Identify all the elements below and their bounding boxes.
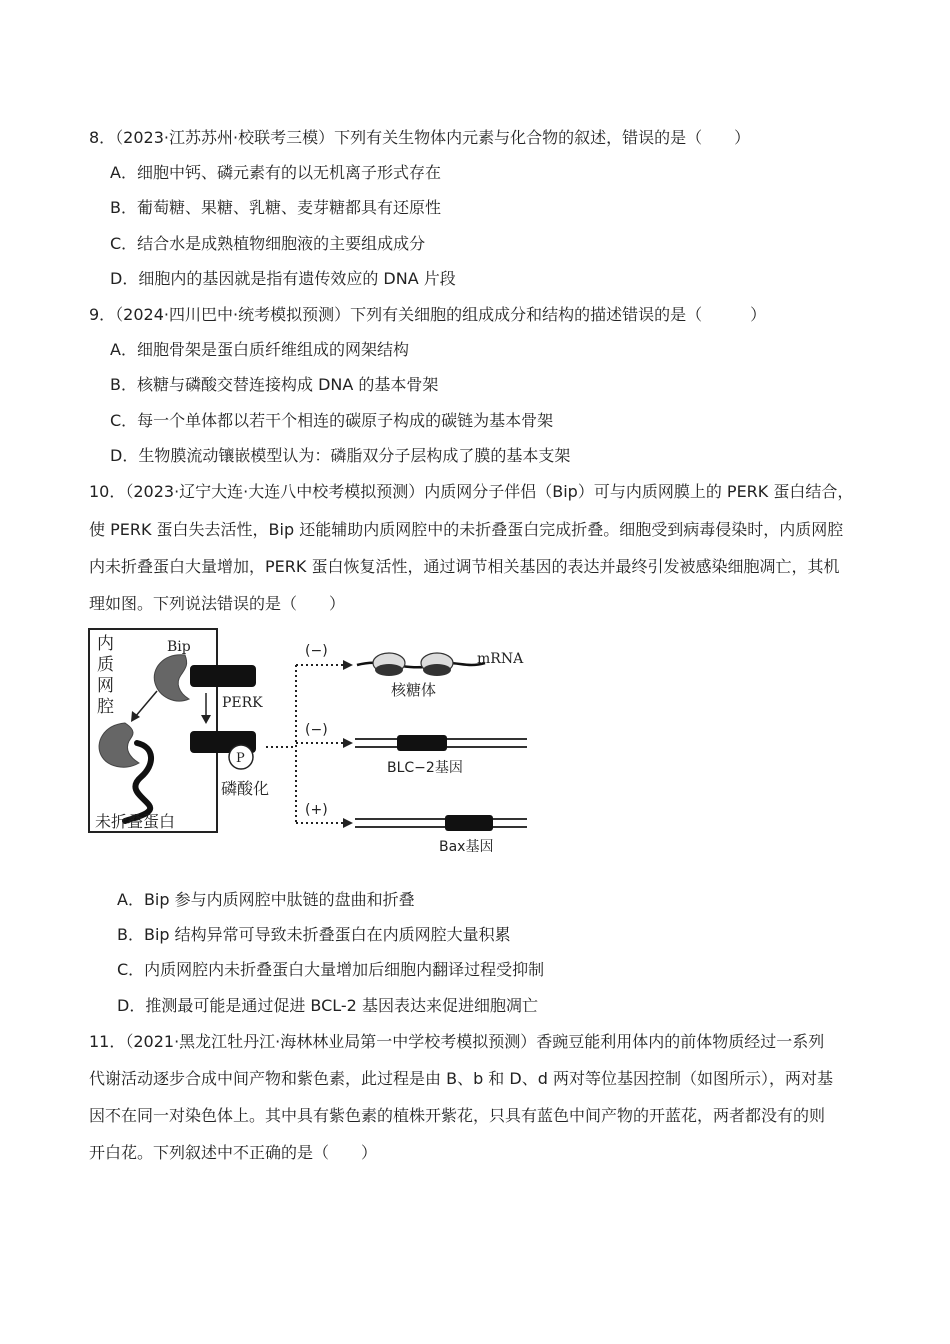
- perk-label: PERK: [222, 695, 263, 711]
- q8-option-b: B．葡萄糖、果糖、乳糖、麦芽糖都具有还原性: [110, 198, 441, 217]
- question-11-stem-line-4: 开白花。下列叙述中不正确的是（ ）: [89, 1143, 378, 1162]
- lumen-label-4: 腔: [97, 697, 114, 717]
- q9-option-c: C．每一个单体都以若干个相连的碳原子构成的碳链为基本骨架: [110, 411, 554, 430]
- q10-option-a: A．Bip 参与内质网腔中肽链的盘曲和折叠: [117, 890, 415, 909]
- question-11-stem-line-3: 因不在同一对染色体上。其中具有紫色素的植株开紫花，只具有蓝色中间产物的开蓝花，两者都没有的则: [89, 1106, 826, 1125]
- lumen-label-1: 内: [97, 634, 114, 654]
- lumen-label-3: 网: [97, 676, 114, 696]
- bip-shape: [154, 655, 189, 701]
- q9-option-d: D．生物膜流动镶嵌模型认为：磷脂双分子层构成了膜的基本支架: [110, 446, 571, 465]
- question-11-stem-line-1: 11．（2021·黑龙江牡丹江·海林林业局第一中学校考模拟预测）香豌豆能利用体内的前体物质经过一系列: [89, 1032, 825, 1051]
- question-9-stem: 9．（2024·四川巴中·统考模拟预测）下列有关细胞的组成成分和结构的描述错误的是（ ）: [89, 305, 767, 324]
- bip-to-protein-arrow: [135, 691, 157, 717]
- bax-gene-label: Bax基因: [439, 839, 494, 855]
- unfolded-protein-label: 未折叠蛋白: [95, 812, 176, 831]
- bip-bound-shape: [99, 723, 139, 767]
- inhibit-label-1: (−): [305, 643, 328, 659]
- question-10-stem-line-1: 10．（2023·辽宁大连·大连八中校考模拟预测）内质网分子伴侣（Bip）可与内质网膜上的 PERK 蛋白结合，: [89, 482, 854, 501]
- question-10-stem-line-2: 使 PERK 蛋白失去活性，Bip 还能辅助内质网腔中的未折叠蛋白完成折叠。细胞受到病毒侵染时，内质网腔: [89, 520, 844, 539]
- q8-option-c: C．结合水是成熟植物细胞液的主要组成成分: [110, 234, 426, 253]
- q9-option-a: A．细胞骨架是蛋白质纤维组成的网架结构: [110, 340, 409, 359]
- q9-option-b: B．核糖与磷酸交替连接构成 DNA 的基本骨架: [110, 375, 439, 394]
- question-10-stem-line-4: 理如图。下列说法错误的是（ ）: [89, 594, 346, 613]
- mrna-label: mRNA: [477, 651, 524, 667]
- ribosome-label: 核糖体: [391, 681, 437, 699]
- question-8-stem: 8．（2023·江苏苏州·校联考三模）下列有关生物体内元素与化合物的叙述，错误的是（ ）: [89, 128, 751, 147]
- phosphate-label: P: [236, 751, 245, 766]
- blc2-gene-label: BLC−2基因: [387, 760, 463, 776]
- blc2-gene-block: [397, 735, 447, 751]
- question-10-stem-line-3: 内未折叠蛋白大量增加，PERK 蛋白恢复活性，通过调节相关基因的表达并最终引发被感染细胞凋亡，其机: [89, 557, 840, 576]
- bip-label: Bip: [167, 639, 191, 655]
- er-stress-mechanism-figure: [85, 625, 535, 860]
- lumen-label-2: 质: [97, 655, 114, 675]
- q10-option-b: B．Bip 结构异常可导致未折叠蛋白在内质网腔大量积累: [117, 925, 511, 944]
- q10-option-d: D．推测最可能是通过促进 BCL-2 基因表达来促进细胞凋亡: [117, 996, 538, 1015]
- q8-option-a: A．细胞中钙、磷元素有的以无机离子形式存在: [110, 163, 441, 182]
- question-11-stem-line-2: 代谢活动逐步合成中间产物和紫色素，此过程是由 B、b 和 D、d 两对等位基因控制（如图所示），两对基: [89, 1069, 833, 1088]
- phosphorylation-label: 磷酸化: [221, 779, 270, 798]
- bax-gene-block: [445, 815, 493, 831]
- promote-label: (+): [305, 802, 328, 818]
- regulation-connector: [266, 665, 296, 823]
- q8-option-d: D．细胞内的基因就是指有遗传效应的 DNA 片段: [110, 269, 456, 288]
- perk-receptor-top: [190, 665, 256, 687]
- inhibit-label-2: (−): [305, 722, 328, 738]
- q10-option-c: C．内质网腔内未折叠蛋白大量增加后细胞内翻译过程受抑制: [117, 960, 545, 979]
